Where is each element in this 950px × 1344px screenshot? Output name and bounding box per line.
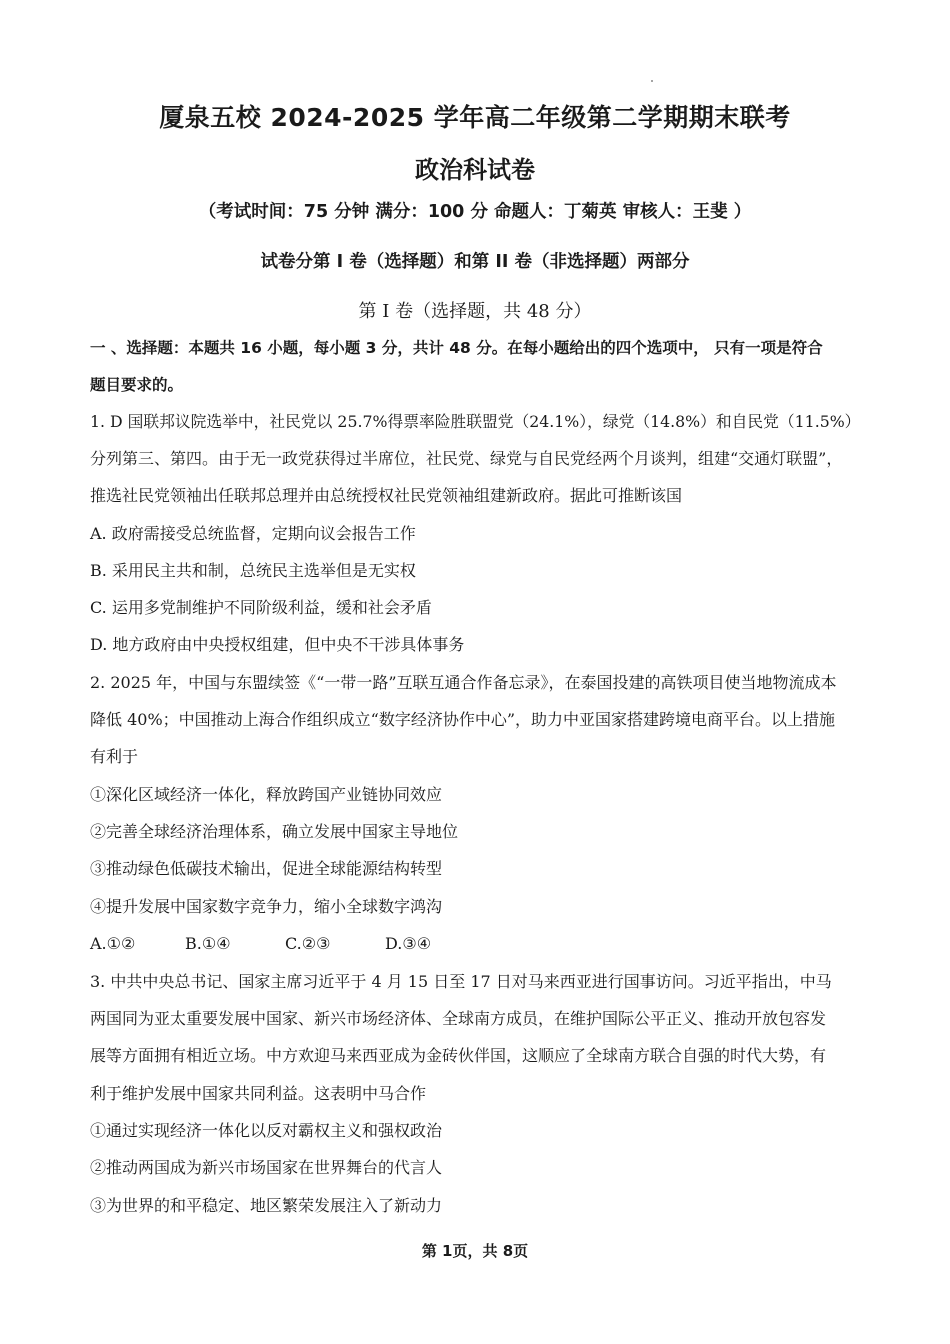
- q2-stem-line-1: 2. 2025 年，中国与东盟续签《“一带一路”互联互通合作备忘录》，在泰国投建的高铁项目使当地物流成本: [90, 673, 837, 692]
- q2-item-3: ③推动绿色低碳技术输出，促进全球能源结构转型: [90, 859, 443, 878]
- section-title: 第 I 卷（选择题，共 48 分）: [358, 301, 592, 322]
- q2-choices: [90, 933, 860, 955]
- parts-description: 试卷分第 I 卷（选择题）和第 II 卷（非选择题）两部分: [260, 252, 690, 272]
- section-instruction-line-1: 一 、选择题：本题共 16 小题，每小题 3 分，共计 48 分。在每小题给出的四个选项中， 只有一项是符合: [90, 339, 823, 357]
- q3-stem-line-2: 两国同为亚太重要发展中国家、新兴市场经济体、全球南方成员，在维护国际公平正义、推动开放包容发: [90, 1009, 827, 1028]
- q2-choice-a: A.①②: [90, 934, 136, 953]
- exam-info: （考试时间：75 分钟 满分：100 分 命题人：丁菊英 审核人：王斐 ）: [198, 202, 752, 222]
- exam-subtitle: 政治科试卷: [415, 156, 535, 184]
- q1-option-b: B. 采用民主共和制，总统民主选举但是无实权: [90, 561, 416, 580]
- exam-title: 厦泉五校 2024-2025 学年高二年级第二学期期末联考: [159, 103, 791, 132]
- scan-speck: [651, 80, 653, 82]
- q3-item-1: ①通过实现经济一体化以反对霸权主义和强权政治: [90, 1121, 443, 1140]
- q2-choice-c: C.②③: [285, 934, 331, 953]
- q1-option-c: C. 运用多党制维护不同阶级利益，缓和社会矛盾: [90, 598, 432, 617]
- q2-item-1: ①深化区域经济一体化，释放跨国产业链协同效应: [90, 785, 443, 804]
- q1-stem-line-3: 推选社民党领袖出任联邦总理并由总统授权社民党领袖组建新政府。据此可推断该国: [90, 486, 683, 505]
- q2-item-4: ④提升发展中国家数字竞争力，缩小全球数字鸿沟: [90, 897, 443, 916]
- section-instruction-line-2: 题目要求的。: [90, 376, 184, 394]
- q3-stem-line-1: 3. 中共中央总书记、国家主席习近平于 4 月 15 日至 17 日对马来西亚进行国事访问。习近平指出，中马: [90, 972, 832, 991]
- q2-stem-line-2: 降低 40%；中国推动上海合作组织成立“数字经济协作中心”，助力中亚国家搭建跨境电商平台。以上措施: [90, 710, 836, 729]
- q3-item-3: ③为世界的和平稳定、地区繁荣发展注入了新动力: [90, 1196, 443, 1215]
- q1-option-d: D. 地方政府由中央授权组建，但中央不干涉具体事务: [90, 635, 465, 654]
- page-number: 第 1页，共 8页: [421, 1242, 529, 1260]
- q3-item-2: ②推动两国成为新兴市场国家在世界舞台的代言人: [90, 1158, 443, 1177]
- q1-stem-line-2: 分列第三、第四。由于无一政党获得过半席位，社民党、绿党与自民党经两个月谈判，组建“交通灯联盟”，: [90, 449, 843, 468]
- q2-choice-d: D.③④: [385, 934, 432, 953]
- q3-stem-line-3: 展等方面拥有相近立场。中方欢迎马来西亚成为金砖伙伴国，这顺应了全球南方联合自强的时代大势，有: [90, 1046, 827, 1065]
- q2-item-2: ②完善全球经济治理体系，确立发展中国家主导地位: [90, 822, 459, 841]
- q3-stem-line-4: 利于维护发展中国家共同利益。这表明中马合作: [90, 1084, 427, 1103]
- q2-stem-line-3: 有利于: [90, 747, 139, 766]
- q1-stem-line-1: 1. D 国联邦议院选举中，社民党以 25.7%得票率险胜联盟党（24.1%），绿党（14.8%）和自民党（11.5%）: [90, 412, 861, 431]
- q1-option-a: A. 政府需接受总统监督，定期向议会报告工作: [90, 524, 416, 543]
- q2-choice-b: B.①④: [185, 934, 231, 953]
